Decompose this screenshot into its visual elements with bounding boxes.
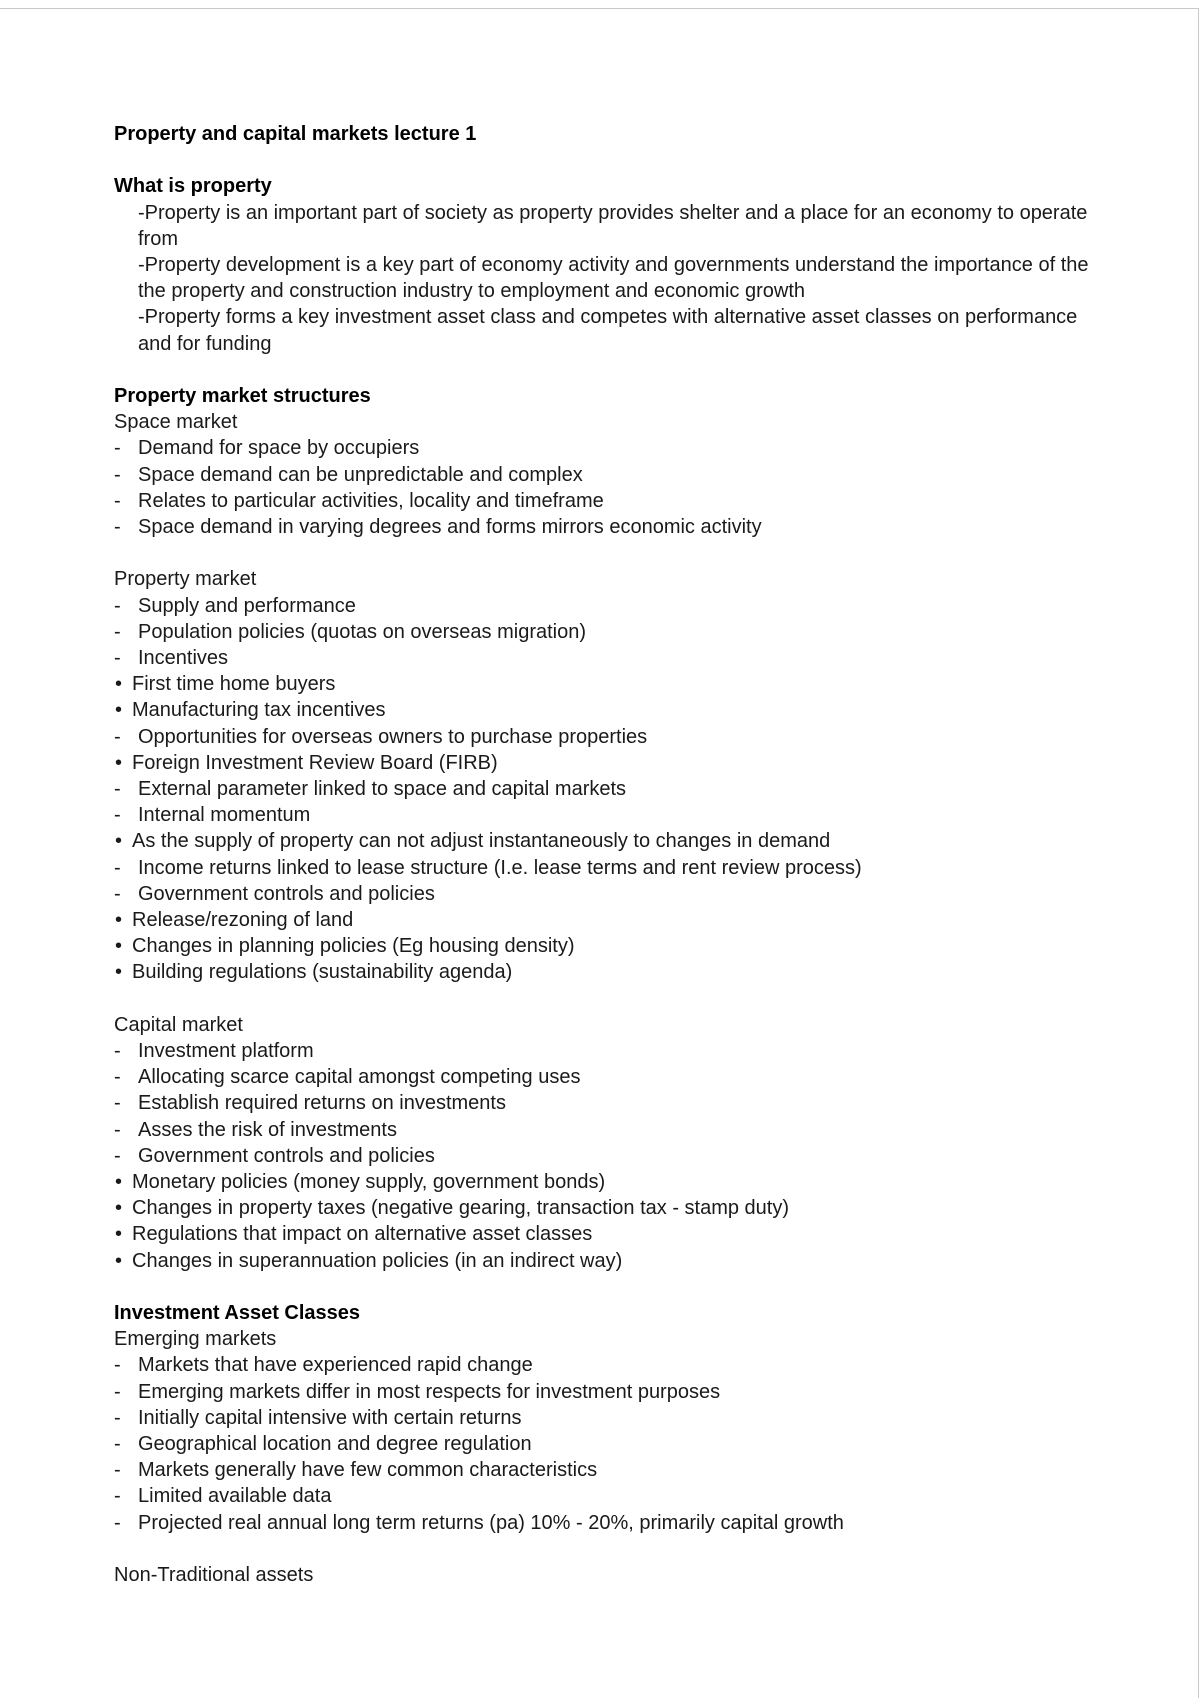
section-heading-asset-classes: Investment Asset Classes [114,1302,361,1325]
list-item: - Asses the risk of investments [114,1117,1114,1143]
dash-marker: - [114,1092,121,1115]
list-item: - Population policies (quotas on overseas migration) [114,619,1114,645]
spacer [114,986,1114,1012]
list-item: - Demand for space by occupiers [114,435,1114,461]
spacer [114,357,1114,383]
dash-marker: - [114,1066,121,1089]
spacer [114,540,1114,566]
list-item: • Monetary policies (money supply, government bonds) [114,1169,1114,1195]
list-item: • Changes in property taxes (negative gearing, transaction tax - stamp duty) [114,1195,1114,1221]
list-item: • As the supply of property can not adjust instantaneously to changes in demand [114,828,1114,854]
list-item: • Changes in planning policies (Eg housing density) [114,933,1114,959]
list-item: - Incentives [114,645,1114,671]
list-item: - Government controls and policies [114,881,1114,907]
list-item: - Markets generally have few common characteristics [114,1457,1114,1483]
bullet-marker: • [115,673,123,696]
dash-marker: - [114,647,121,670]
dash-marker: - [114,725,121,748]
document-title: Property and capital markets lecture 1 [114,123,477,145]
list-item: - Opportunities for overseas owners to purchase properties [114,724,1114,750]
dash-marker: - [114,1406,121,1429]
list-item: - Income returns linked to lease structure (I.e. lease terms and rent review process) [114,855,1114,881]
list-item: - Establish required returns on investments [114,1090,1114,1116]
list-item: - Emerging markets differ in most respects for investment purposes [114,1379,1114,1405]
subsection-label-capital-market: Capital market [114,1013,243,1036]
bullet-marker: • [115,909,123,932]
space-market-list [114,435,1114,540]
capital-market-list [114,1038,1114,1274]
property-market-list [114,593,1114,986]
dash-marker: - [138,254,145,276]
list-item: - Initially capital intensive with certain returns [114,1405,1114,1431]
bullet-marker: • [115,751,123,774]
list-item: - Relates to particular activities, locality and timeframe [114,488,1114,514]
dash-marker: - [114,1144,121,1167]
list-item: -Property is an important part of society as property provides shelter and a place for an economy to operate from [138,201,1088,250]
dash-marker: - [114,1485,121,1508]
spacer [114,147,1114,173]
list-item: - External parameter linked to space and capital markets [114,776,1114,802]
list-item: • Building regulations (sustainability agenda) [114,959,1114,985]
dash-marker: - [114,1040,121,1063]
list-item: - Government controls and policies [114,1143,1114,1169]
dash-marker: - [114,437,121,460]
dash-marker: - [114,882,121,905]
list-item: - Internal momentum [114,802,1114,828]
dash-marker: - [114,489,121,512]
bullet-marker: • [115,1197,123,1220]
list-item: - Limited available data [114,1483,1114,1509]
dash-marker: - [114,856,121,879]
dash-marker: - [114,463,121,486]
subsection-label-emerging-markets: Emerging markets [114,1328,277,1351]
list-item: - Investment platform [114,1038,1114,1064]
section-heading-what-is-property: What is property [114,175,272,198]
list-item: - Geographical location and degree regulation [114,1431,1114,1457]
list-item: - Space demand in varying degrees and forms mirrors economic activity [114,514,1114,540]
dash-marker: - [114,1118,121,1141]
dash-marker: - [114,1380,121,1403]
dash-marker: - [114,1511,121,1534]
bullet-marker: • [115,961,123,984]
subsection-label-non-traditional-assets: Non-Traditional assets [114,1564,314,1587]
subsection-label-space-market: Space market [114,411,238,434]
bullet-marker: • [115,1249,123,1272]
subsection-label-property-market: Property market [114,568,257,591]
what-is-property-list [114,200,1114,357]
document-body [114,121,1114,1588]
bullet-marker: • [115,830,123,853]
list-item: • Manufacturing tax incentives [114,697,1114,723]
list-item: • First time home buyers [114,671,1114,697]
bullet-marker: • [115,935,123,958]
bullet-marker: • [115,699,123,722]
dash-marker: - [138,201,145,224]
dash-marker: - [114,1459,121,1482]
list-item: - Space demand can be unpredictable and complex [114,462,1114,488]
dash-marker: - [138,306,145,329]
dash-marker: - [114,594,121,617]
list-item: - Supply and performance [114,593,1114,619]
spacer [114,1274,1114,1300]
dash-marker: - [114,620,121,643]
dash-marker: - [114,778,121,801]
bullet-marker: • [115,1171,123,1194]
section-heading-market-structures: Property market structures [114,385,371,407]
list-item: - Markets that have experienced rapid change [114,1352,1114,1378]
list-item: - Allocating scarce capital amongst competing uses [114,1064,1114,1090]
list-item: -Property development is a key part of economy activity and governments understand the importance of the the property and construction industry to employment and economic growth [138,254,1089,303]
dash-marker: - [114,1354,121,1377]
document-page [0,8,1199,1698]
spacer [114,1536,1114,1562]
emerging-markets-list [114,1352,1114,1535]
dash-marker: - [114,516,121,539]
dash-marker: - [114,1433,121,1456]
list-item: • Foreign Investment Review Board (FIRB) [114,750,1114,776]
dash-marker: - [114,804,121,827]
list-item: • Changes in superannuation policies (in an indirect way) [114,1248,1114,1274]
bullet-marker: • [115,1223,123,1246]
list-item: • Regulations that impact on alternative asset classes [114,1221,1114,1247]
list-item: - Projected real annual long term returns (pa) 10% - 20%, primarily capital growth [114,1510,1114,1536]
list-item: • Release/rezoning of land [114,907,1114,933]
list-item: -Property forms a key investment asset class and competes with alternative asset classes on performance and for funding [138,306,1078,355]
